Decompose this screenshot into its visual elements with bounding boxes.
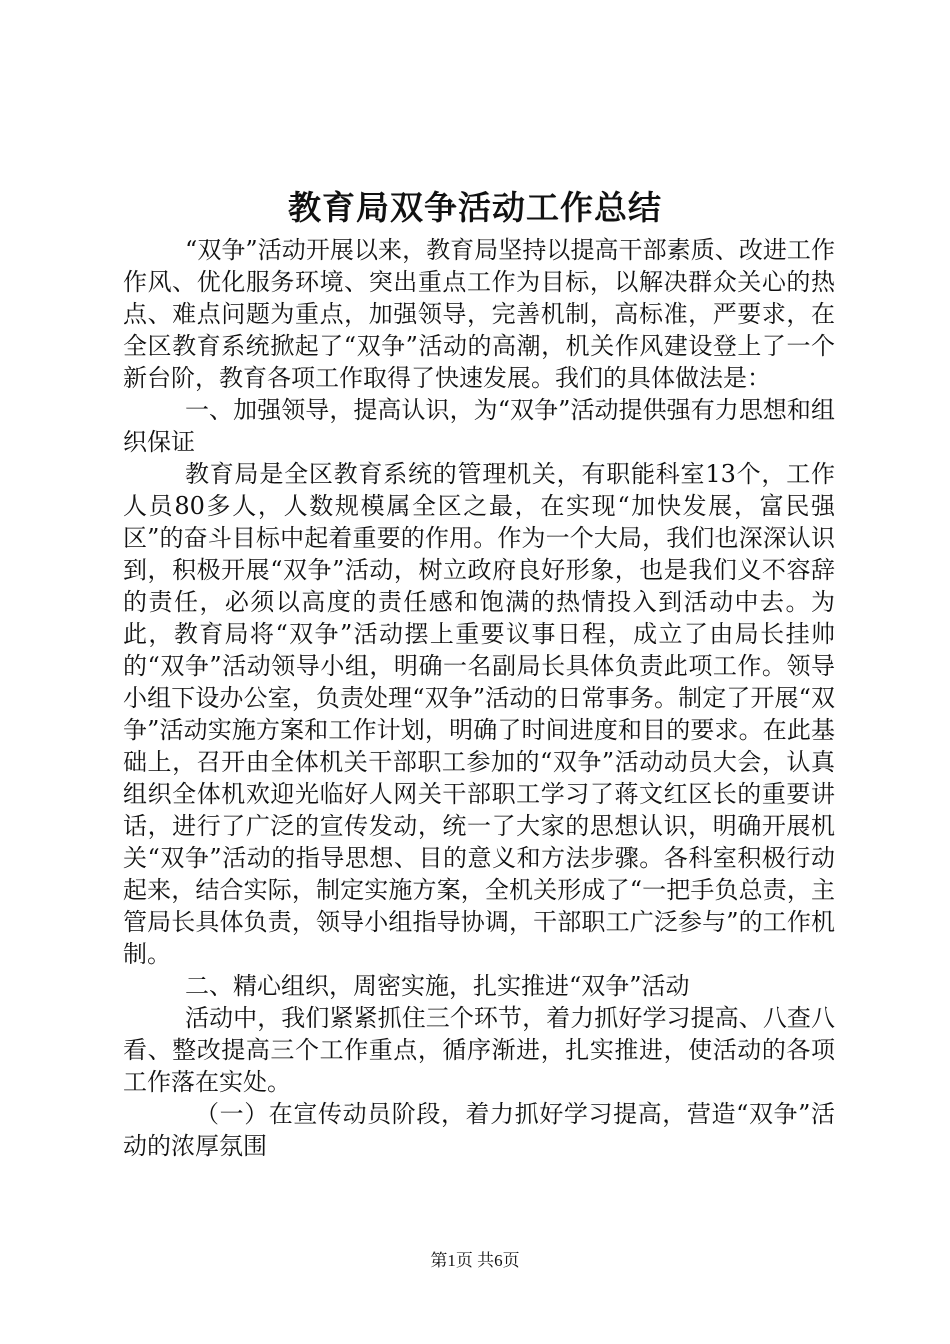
body-paragraph: 教育局是全区教育系统的管理机关，有职能科室13个，工作人员80多人，人数规模属全区之最，在实现“加快发展，富民强区”的奋斗目标中起着重要的作用。作为一个大局，我们也深深认识到，积极开展“双争”活动，树立政府良好形象，也是我们义不容辞的责任，必须以高度的责任感和饱满的热情投入到活动中去。为此，教育局将“双争”活动摆上重要议事日程，成立了由局长挂帅的“双争”活动领导小组，明确一名副局长具体负责此项工作。领导小组下设办公室，负责处理“双争”活动的日常事务。制定了开展“双争”活动实施方案和工作计划，明确了时间进度和目的要求。在此基础上，召开由全体机关干部职工参加的“双争”活动动员大会，认真组织全体机欢迎光临好人网关干部职工学习了蒋文红区长的重要讲话，进行了广泛的宣传发动，统一了大家的思想认识，明确开展机关“双争”活动的指导思想、目的意义和方法步骤。各科室积极行动起来，结合实际，制定实施方案，全机关形成了“一把手负总责，主管局长具体负责，领导小组指导协调，干部职工广泛参与”的工作机制。 bbox=[123, 460, 835, 968]
body-paragraph: 活动中，我们紧紧抓住三个环节，着力抓好学习提高、八查八看、整改提高三个工作重点，循序渐进，扎实推进，使活动的各项工作落在实处。 bbox=[123, 1004, 835, 1096]
document-body bbox=[123, 234, 835, 1162]
subsection-heading-1: （一）在宣传动员阶段，着力抓好学习提高，营造“双争”活动的浓厚氛围 bbox=[123, 1100, 835, 1160]
intro-paragraph: “双争”活动开展以来，教育局坚持以提高干部素质、改进工作作风、优化服务环境、突出重点工作为目标，以解决群众关心的热点、难点问题为重点，加强领导，完善机制，高标准，严要求，在全区教育系统掀起了“双争”活动的高潮，机关作风建设登上了一个新台阶，教育各项工作取得了快速发展。我们的具体做法是： bbox=[123, 236, 835, 392]
section-heading-1: 一、加强领导，提高认识，为“双争”活动提供强有力思想和组织保证 bbox=[123, 396, 835, 456]
page-footer: 第1页 共6页 bbox=[430, 1251, 520, 1270]
document-title: 教育局双争活动工作总结 bbox=[288, 188, 662, 227]
section-heading-2: 二、精心组织，周密实施，扎实推进“双争”活动 bbox=[185, 972, 690, 1000]
